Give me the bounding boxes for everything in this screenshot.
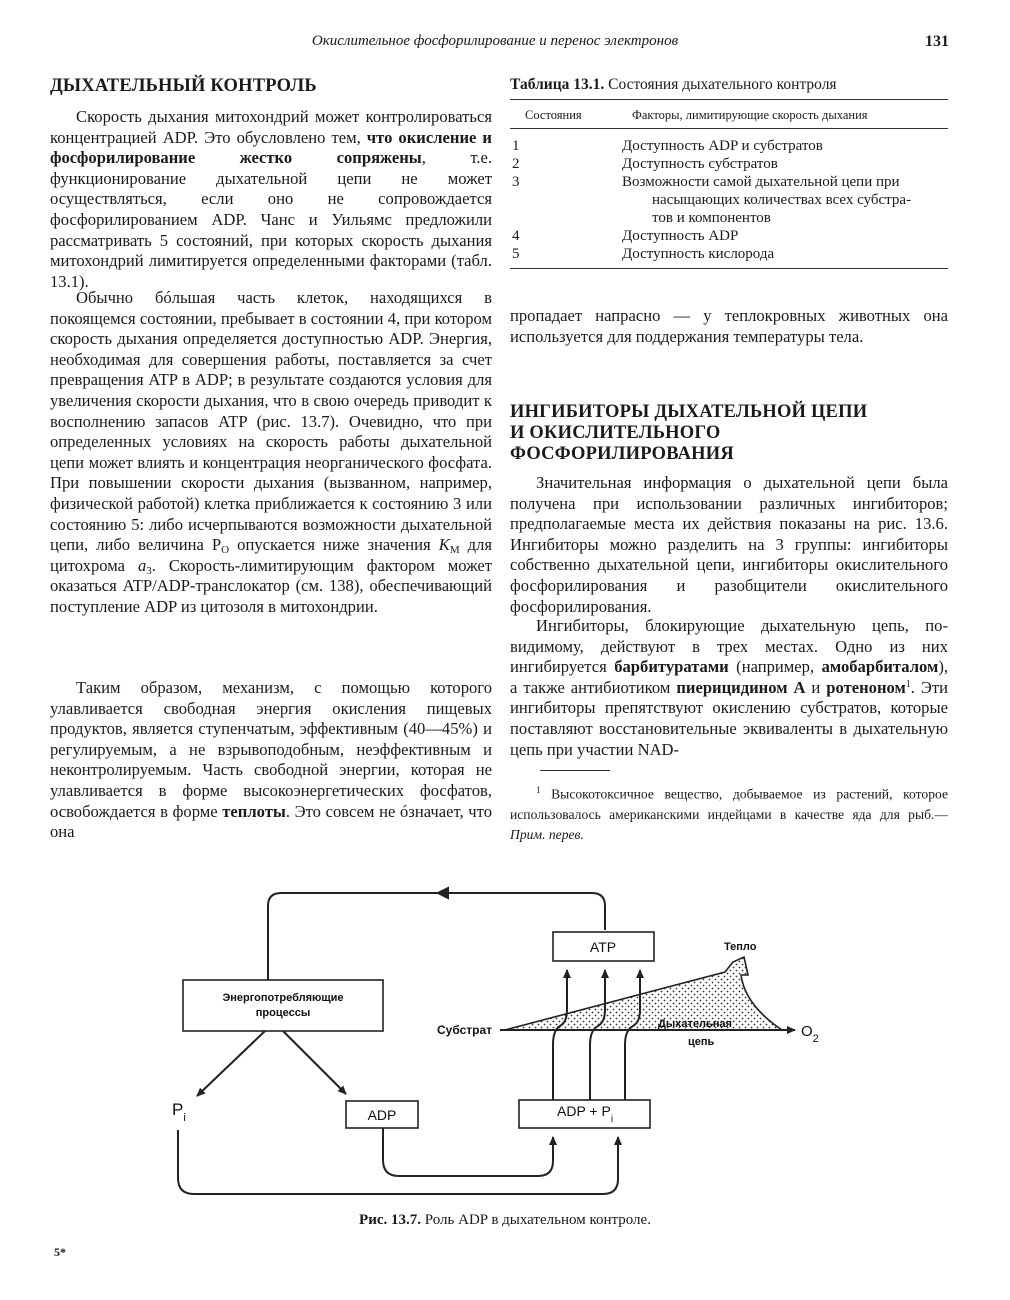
section-heading-respiratory-control: ДЫХАТЕЛЬНЫЙ КОНТРОЛЬ [50,76,317,96]
signature-mark: 5* [54,1245,66,1259]
limiting-factor: Доступность субстратов [622,156,778,172]
figure-13-7-diagram [0,870,1010,1210]
running-head [0,33,1010,50]
paragraph [510,473,948,617]
text-segment: ), а также антибиотиком [510,657,948,697]
adp-pi-label [557,1103,613,1125]
text-segment: . Эти ингибиторы препятствуют окислению субстратов, которые поставляют восстановительные эквиваленты в дыхательную цепь при участии NAD- [510,677,948,759]
heading-line: И ОКИСЛИТЕЛЬНОГО [510,423,721,443]
table-bottom-rule [510,268,948,269]
paragraph [510,616,948,760]
footnote-text: Высокотоксичное вещество, добываемое из растений, которое использовалось американскими индейцами в качестве яда для рыб.— [510,786,948,822]
figure-number: Рис. 13.7. [359,1212,422,1228]
phosphorylation-arrow-1 [553,970,567,1100]
loop-arrow-left [438,888,448,898]
text-segment: O [221,544,230,557]
text-segment: 1 [905,678,911,690]
table-number: Таблица 13.1. [510,76,605,93]
adp-label: ADP [367,1107,397,1123]
footnote-note: Прим. перев. [510,826,584,842]
energy-box-line-2: процессы [255,1007,311,1019]
chain-label-line-2: цепь [688,1036,715,1048]
heading-line: ИНГИБИТОРЫ ДЫХАТЕЛЬНОЙ ЦЕПИ [510,402,868,422]
page-number: 131 [925,33,949,50]
text-segment: Значительная информация о дыхательной цепи была получена при использовании различных ингибиторов; предполагаемые места их действия показаны на рис. 13.6. Ингибиторы можно разделить на 3 группы: ингибиторы собственно дыхательной цепи, ингибиторы окислительного фосфорилирования и разобщители окислительного фосфорилирования. [510,473,948,616]
limiting-factor: насыщающих количествах всех субстра- [652,192,912,208]
chain-label-line-1: Дыхательная [658,1018,732,1030]
paragraph [50,678,492,843]
limiting-factor: Доступность кислорода [622,246,775,262]
bold-term: пиерицидином А [676,677,806,697]
o2-label [801,1023,819,1045]
text-segment: . Скорость-лимитирующим фактором может оказаться ATP/ADP-транслокатор (см. 138), обеспечивающий поступление ADP из цитозоля в митохондрии. [50,555,492,616]
text-segment: , т.е. функционирование дыхательной цепи не может осуществляться, если оно не сопровождается фосфорилированием ADP. Чанс и Уильямс предложили рассматривать 5 состояний, при которых скорость дыхания митохондрий лимитируется определенными факторами (табл. 13.1). [50,148,492,291]
adp-pi-subscript: i [610,1114,614,1125]
paragraph-continuation [510,306,948,347]
bold-term: что окисление и фосфорилирование жестко сопряжены [50,127,492,168]
text-segment: M [449,544,460,557]
text-segment: и [805,677,827,697]
limiting-factor: Доступность ADP [622,228,739,244]
energy-processes-box [183,980,383,1031]
text-segment: пропадает напрасно — у теплокровных животных она используется для поддержания температуры тела. [510,306,948,346]
figure-caption [0,1212,1010,1229]
state-number: 5 [512,246,520,262]
text-segment: Обычно бóльшая часть клеток, находящихся в покоящемся состоянии, пребывает в состоянии 4, при котором скорость дыхания определяется доступностью ADP. Энергия, необходимая для совершения работы, поставляется за счет превращения ATP в ADP; в результате создаются условия для увеличения скорости дыхания, что в свою очередь приводит к восполнению запасов ATP (рис. 13.7). Очевидно, что при определенных условиях на скорость работы дыхательной цепи может влиять и концентрация неорганического фосфата. При повышении скорости дыхания (вызванном, например, физической работой) клетка приближается к состоянию 3 или состоянию 5: либо исчерпываются возможности дыхательной цепи, либо величина P [50,288,492,555]
phosphorylation-arrow-3 [625,970,640,1100]
paragraph [50,288,492,618]
footnote-mark: 1 [536,785,541,795]
section-heading-inhibitors [510,402,948,465]
pi-label [172,1100,186,1124]
pi-text: P [172,1100,184,1119]
pi-subscript: i [183,1112,186,1124]
arrow-to-adp [283,1031,346,1094]
adp-pi-text: ADP + P [557,1103,611,1119]
atp-label: ATP [589,939,617,955]
text-segment: Таким образом, механизм, с помощью которого улавливается свободная энергия окисления пищевых продуктов, является ступенчатым, эффективным (40—45%) и регулируемым, а не взрывоподобным, неэффективным и неконтролируемым. Часть свободной энергии, которая не улавливается в форме высокоэнергетических фосфатов, освобождается в форме [50,678,492,821]
limiting-factor: Доступность ADP и субстратов [622,138,823,154]
state-number: 1 [512,138,520,154]
bold-term: барбитуратами [614,657,729,677]
text-segment: Ингибиторы, блокирующие дыхательную цепь, по-видимому, действуют в трех местах. Одно из них ингибируется [510,616,948,677]
state-number: 2 [512,156,520,172]
running-title: Окислительное фосфорилирование и перенос электронов [311,33,679,49]
footnote [510,780,948,845]
text-segment: a [137,555,147,575]
respiratory-chain-shape [505,957,782,1030]
table-title-text: Состояния дыхательного контроля [604,76,837,93]
limiting-factor: Возможности самой дыхательной цепи при [622,174,900,190]
figure-caption-text: Роль ADP в дыхательном контроле. [421,1212,651,1228]
table-header-state: Состояния [525,108,582,122]
heat-label: Тепло [724,941,757,953]
table-top-rule [510,99,948,100]
table-header-rule [510,128,948,129]
energy-box-line-1: Энергопотребляющие [222,992,344,1004]
bold-term: теплоты [222,801,286,821]
o2-subscript: 2 [812,1033,819,1045]
atp-to-energy-loop [268,893,605,980]
text-segment: (например, [728,657,822,677]
footnote-rule [540,770,610,771]
state-number: 4 [512,228,520,244]
text-segment: K [438,535,450,555]
phosphorylation-arrow-2 [590,970,605,1100]
o2-text: O [801,1023,813,1040]
adp-to-adp-pi-line [383,1128,553,1176]
table-title [510,76,948,94]
arrow-to-pi [197,1031,265,1096]
paragraph [50,107,492,292]
substrate-label: Субстрат [437,1023,493,1037]
text-segment: . Это совсем не óзначает, что она [50,801,492,842]
text-segment: для цитохрома [50,535,492,575]
text-segment: 3 [146,564,152,577]
table-header-factors: Факторы, лимитирующие скорость дыхания [632,108,868,122]
bold-term: ротеноном [826,677,906,697]
text-segment: опускается ниже значения [229,535,439,555]
text-segment: Скорость дыхания митохондрий может контролироваться концентрацией ADP. Это обусловлено тем, [50,107,492,147]
limiting-factor: тов и компонентов [652,210,771,226]
heading-line: ФОСФОРИЛИРОВАНИЯ [510,444,734,464]
state-number: 3 [512,174,520,190]
bold-term: амобарбиталом [821,657,939,677]
